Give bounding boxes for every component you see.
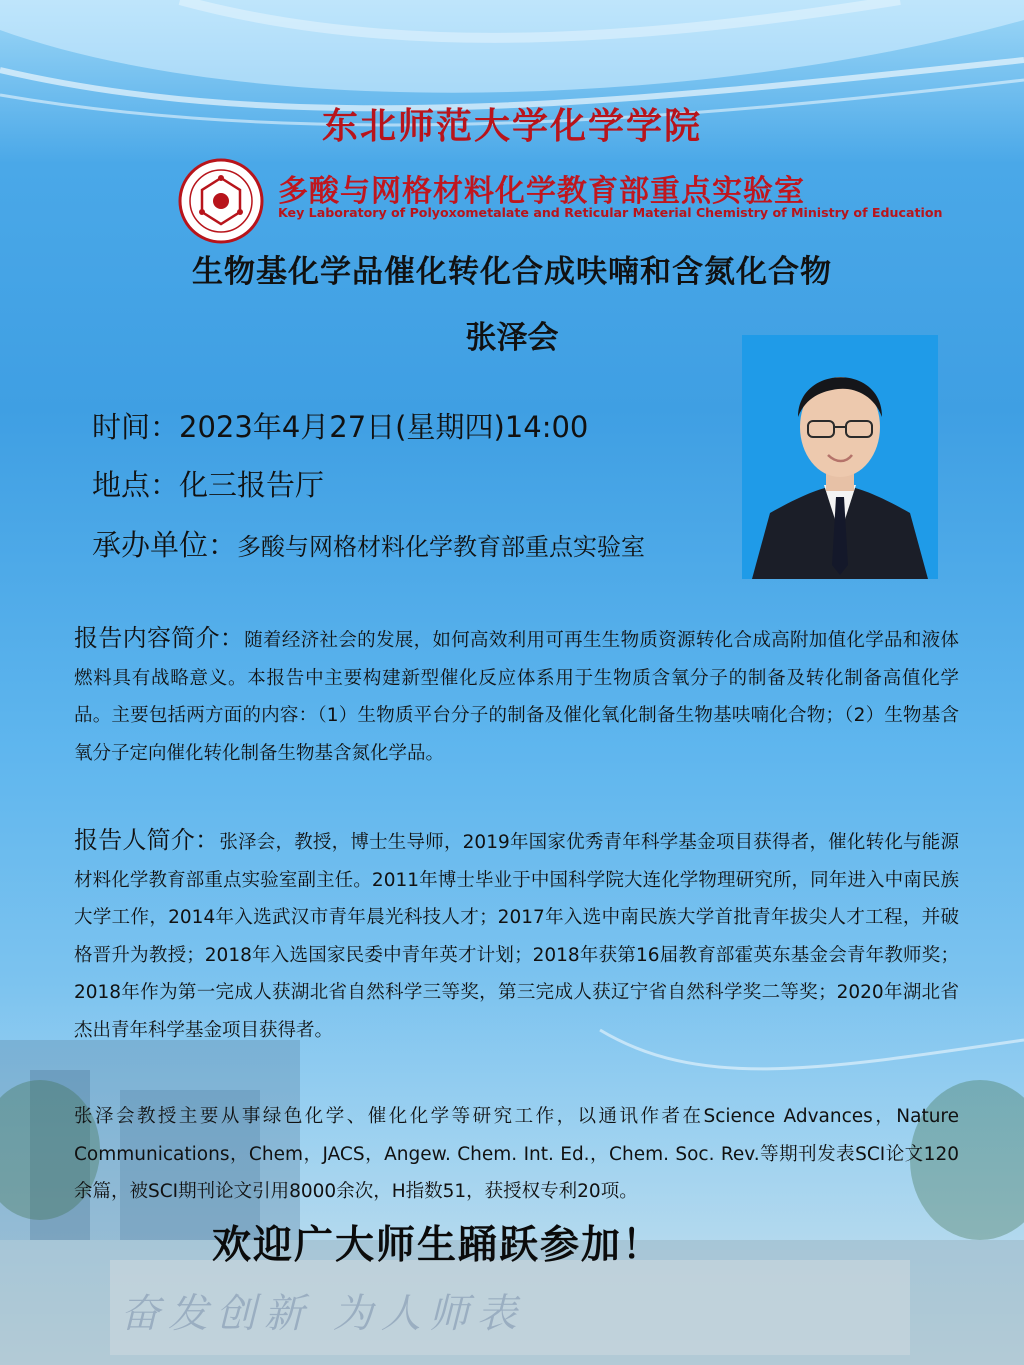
bio-text: 张泽会，教授，博士生导师，2019年国家优秀青年科学基金项目获得者，催化转化与能源材料化学教育部重点实验室副主任。2011年博士毕业于中国科学院大连化学物理研究所，同年进入中南民族大学工作，2014年入选武汉市青年晨光科技人才；2017年入选中南民族大学首批青年拔尖人才工程，并破格晋升为教授；2018年入选国家民委中青年英才计划；2018年获第16届教育部霍英东基金会青年教师奖；2018年作为第一完成人获湖北省自然科学三等奖，第三完成人获辽宁省自然科学奖二等奖；2020年湖北省杰出青年科学基金项目获得者。 — [74, 832, 959, 1041]
time-row — [92, 405, 588, 446]
bio-paragraph — [74, 822, 959, 1050]
lab-name-english: Key Laboratory of Polyoxometalate and Reticular Material Chemistry of Ministry of Education — [278, 205, 943, 220]
place-row — [92, 463, 324, 504]
research-paragraph: 张泽会教授主要从事绿色化学、催化化学等研究工作，以通讯作者在Science Advances，Nature Communications，Chem，JACS，Angew. Chem. Int. Ed.，Chem. Soc. Rev.等期刊发表SCI论文120余篇，被SCI期刊论文引用8000余次，H指数51，获授权专利20项。 — [74, 1106, 959, 1203]
place-value: 化三报告厅 — [179, 468, 325, 502]
bio-label: 报告人简介： — [74, 826, 220, 854]
host-value: 多酸与网格材料化学教育部重点实验室 — [237, 533, 646, 561]
abstract-label: 报告内容简介： — [74, 624, 245, 652]
lab-name-chinese: 多酸与网格材料化学教育部重点实验室 — [278, 174, 805, 209]
campus-motto-stone: 奋发创新 为人师表 — [120, 1291, 525, 1337]
speaker-name: 张泽会 — [465, 320, 559, 356]
host-label: 承办单位： — [92, 528, 238, 562]
speaker-photo — [742, 335, 938, 579]
place-label: 地点： — [92, 468, 180, 502]
welcome-message: 欢迎广大师生踊跃参加！ — [212, 1223, 664, 1268]
abstract-text: 随着经济社会的发展，如何高效利用可再生生物质资源转化合成高附加值化学品和液体燃料具有战略意义。本报告中主要构建新型催化反应体系用于生物质含氧分子的制备及转化制备高值化学品。主要包括两方面的内容：（1）生物质平台分子的制备及催化氧化制备生物基呋喃化合物；（2）生物基含氧分子定向催化转化制备生物基含氮化学品。 — [74, 630, 959, 764]
abstract-paragraph — [74, 620, 959, 772]
time-label: 时间： — [92, 410, 180, 444]
school-name: 东北师范大学化学学院 — [321, 106, 702, 147]
lab-seal-logo — [178, 158, 264, 244]
host-row — [92, 523, 645, 564]
talk-title: 生物基化学品催化转化合成呋喃和含氮化合物 — [192, 254, 832, 290]
time-value: 2023年4月27日(星期四)14:00 — [179, 410, 589, 444]
